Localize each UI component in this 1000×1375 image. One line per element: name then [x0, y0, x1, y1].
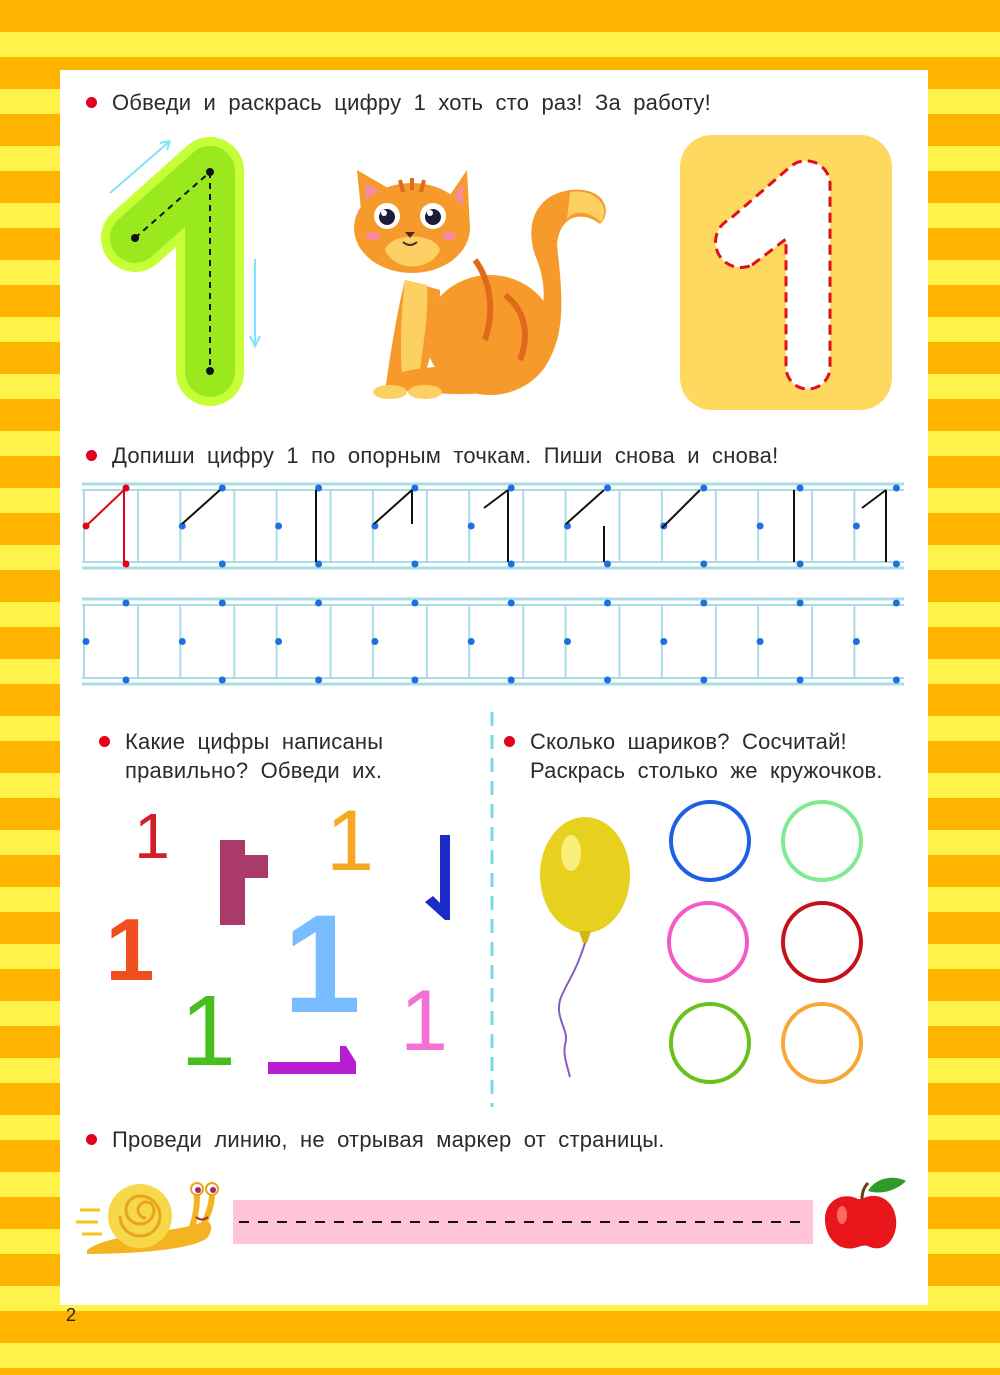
task-5-text: Проведи линию, не отрывая маркер от страницы.: [112, 1127, 665, 1152]
guide-stroke: [662, 490, 700, 528]
task-2: [112, 441, 778, 470]
task-2-text: Допиши цифру 1 по опорным точкам. Пиши снова и снова!: [112, 443, 779, 468]
reference-dot: [275, 638, 282, 645]
reference-dot: [315, 677, 322, 684]
color-circle[interactable]: [783, 1004, 861, 1082]
reference-dot: [604, 561, 611, 568]
reference-dot: [893, 677, 900, 684]
reference-dot: [797, 677, 804, 684]
reference-dot: [275, 523, 282, 530]
reference-dot: [797, 561, 804, 568]
reference-dot: [315, 600, 322, 607]
task-1: [112, 88, 711, 117]
reference-dot: [468, 523, 475, 530]
bullet-dot: [86, 450, 97, 461]
reference-dot: [411, 600, 418, 607]
reference-dot: [219, 561, 226, 568]
writing-practice-grid[interactable]: [82, 482, 904, 687]
reference-dot: [853, 638, 860, 645]
guide-stroke: [182, 490, 220, 524]
digit-options-svg: [100, 800, 480, 1090]
guide-stroke: [84, 490, 124, 528]
task-1-text: Обведи и раскрась цифру 1 хоть сто раз! За работу!: [112, 90, 711, 115]
color-circle[interactable]: [783, 903, 861, 981]
reference-dot: [411, 677, 418, 684]
digit-option: 1: [283, 885, 361, 1042]
digit-option: 1: [134, 800, 170, 872]
reference-dot: [660, 638, 667, 645]
digit-option-mirrored: [220, 840, 268, 925]
reference-dot: [757, 638, 764, 645]
digit-option-rotated: [268, 1046, 356, 1074]
digit-option: 1: [326, 800, 374, 889]
tracing-digit-one[interactable]: [100, 135, 270, 410]
guide-stroke: [484, 490, 508, 508]
color-circle[interactable]: [671, 1004, 749, 1082]
reference-dot: [83, 638, 90, 645]
guide-stroke: [374, 490, 412, 524]
guide-stroke: [862, 490, 886, 508]
task-4-line-1: Сколько шариков? Сосчитай!: [530, 729, 847, 754]
task-4-line-2: Раскрась столько же кружочков.: [530, 758, 883, 783]
bullet-dot: [504, 736, 515, 747]
reference-dot: [508, 677, 515, 684]
reference-dot: [604, 600, 611, 607]
task-3-line-1: Какие цифры написаны: [125, 729, 384, 754]
reference-dot: [757, 523, 764, 530]
digit-option: 1: [105, 900, 155, 999]
task-4: [530, 727, 883, 785]
reference-dot: [179, 638, 186, 645]
reference-dot: [411, 561, 418, 568]
reference-dot: [219, 600, 226, 607]
reference-dot: [700, 561, 707, 568]
reference-dot: [123, 677, 130, 684]
snail-illustration: [72, 1172, 222, 1257]
arrow-icon: [250, 259, 260, 346]
reference-dot: [564, 638, 571, 645]
divider: [488, 712, 496, 1107]
digit-option: 1: [180, 975, 236, 1087]
reference-dot: [468, 638, 475, 645]
reference-dot: [700, 485, 707, 492]
reference-dot: [604, 677, 611, 684]
reference-dot: [797, 485, 804, 492]
reference-dot: [604, 485, 611, 492]
reference-dot: [700, 677, 707, 684]
reference-dot: [219, 677, 226, 684]
bullet-dot: [86, 97, 97, 108]
digit-option-upside-down: [425, 835, 450, 920]
task-3: [125, 727, 383, 785]
task-5: [112, 1125, 665, 1154]
cat-illustration: [345, 160, 615, 400]
color-circle[interactable]: [671, 802, 749, 880]
reference-dot: [893, 600, 900, 607]
outline-digit-one[interactable]: [680, 135, 892, 410]
reference-dot: [893, 561, 900, 568]
reference-dot: [508, 600, 515, 607]
reference-dot: [700, 600, 707, 607]
color-circle[interactable]: [783, 802, 861, 880]
balloon-illustration: [535, 815, 635, 1080]
coloring-circles[interactable]: [660, 795, 875, 1090]
reference-dot: [797, 600, 804, 607]
digit-option: 1: [400, 973, 448, 1069]
reference-dot: [123, 600, 130, 607]
trace-path[interactable]: [233, 1200, 813, 1246]
task-3-line-2: правильно? Обведи их.: [125, 758, 383, 783]
bullet-dot: [99, 736, 110, 747]
guide-stroke: [566, 490, 604, 524]
digit-options: [100, 800, 480, 1090]
bullet-dot: [86, 1134, 97, 1145]
color-circle[interactable]: [669, 903, 747, 981]
reference-dot: [853, 523, 860, 530]
apple-illustration: [822, 1175, 912, 1253]
page-number: 2: [66, 1305, 77, 1325]
reference-dot: [371, 638, 378, 645]
reference-dot: [893, 485, 900, 492]
